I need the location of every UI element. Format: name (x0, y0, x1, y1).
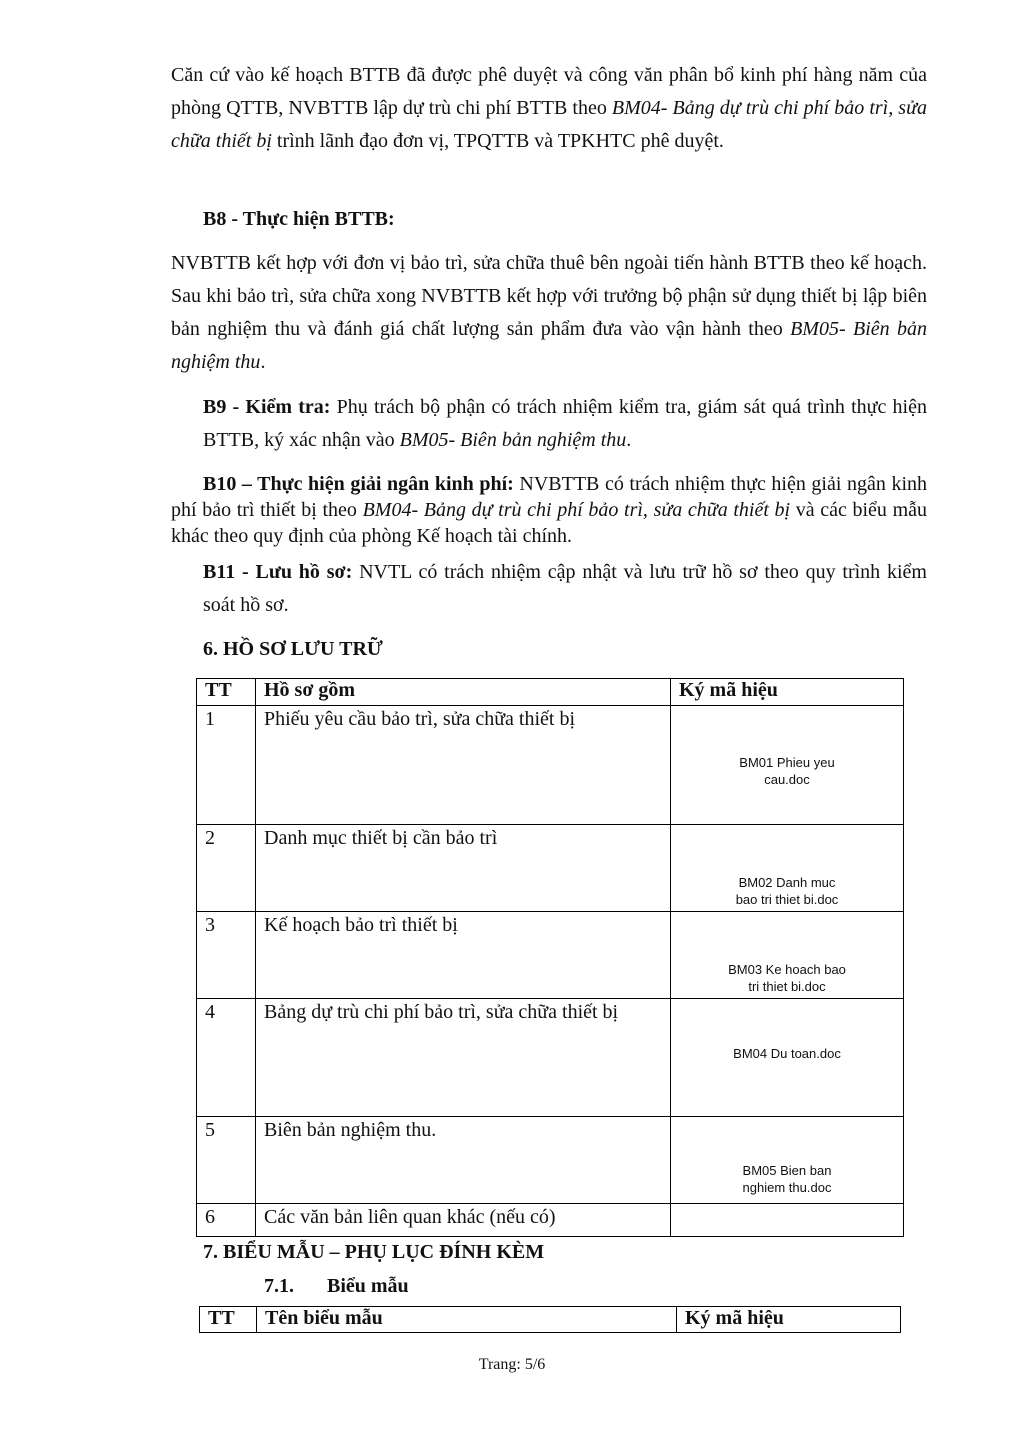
column-header-form-name: Tên biểu mẫu (257, 1307, 677, 1333)
column-header-tt: TT (200, 1307, 257, 1333)
paragraph-budget-plan (171, 59, 927, 158)
row-number: 4 (197, 999, 256, 1117)
paragraph-text: NVBTTB kết hợp với đơn vị bảo trì, sửa chữa thuê bên ngoài tiến hành BTTB theo kế hoạch. Sau khi bảo trì, sửa chữa xong NVBTTB kết hợp với trưởng bộ phận sử dụng thiết bị lập biên bản nghiệm thu và đánh giá chất lượng sản phẩm đưa vào vận hành theo (171, 252, 927, 340)
form-reference: BM05- Biên bản nghiệm thu (171, 318, 927, 373)
section-title: 7. BIỂU MẪU – PHỤ LỤC ĐÍNH KÈM (203, 1241, 545, 1263)
column-header-records: Hồ sơ gồm (256, 679, 671, 706)
attachment-name: BM05 Bien ban (742, 1163, 832, 1178)
attachment-name: cau.doc (764, 772, 810, 787)
form-reference: BM05- Biên bản nghiệm thu (399, 429, 627, 451)
record-code-cell (671, 999, 904, 1117)
table-row (197, 825, 904, 912)
record-code-cell (671, 706, 904, 825)
records-table (196, 678, 904, 1237)
paragraph-text: NVBTTB có trách nhiệm thực hiện giải ngân kinh phí bảo trì thiết bị theo (171, 473, 928, 521)
table-row (197, 706, 904, 825)
attachment-link[interactable] (679, 1045, 895, 1062)
paragraph-b11 (203, 556, 927, 622)
paragraph-text: . (260, 351, 266, 373)
table-row (197, 999, 904, 1117)
attachment-name: nghiem thu.doc (742, 1180, 832, 1195)
attachment-name: BM02 Danh muc (738, 875, 836, 890)
attachment-link[interactable] (679, 1162, 895, 1196)
table-row (197, 1204, 904, 1237)
heading-b8 (203, 203, 927, 236)
table-header-row (200, 1307, 901, 1333)
paragraph-maintenance (171, 247, 927, 379)
attachment-name: BM04 Du toan.doc (733, 1046, 841, 1061)
column-header-tt: TT (197, 679, 256, 706)
row-number: 1 (197, 706, 256, 825)
attachment-name: tri thiet bi.doc (748, 979, 826, 994)
row-number: 2 (197, 825, 256, 912)
column-header-code: Ký mã hiệu (671, 679, 904, 706)
attachment-link[interactable] (679, 874, 895, 908)
subsection-number: 7.1. (264, 1275, 294, 1297)
attachment-link[interactable] (679, 754, 895, 788)
record-code-cell (671, 1204, 904, 1237)
step-heading: B8 - Thực hiện BTTB: (203, 208, 395, 230)
paragraph-text: trình lãnh đạo đơn vị, TPQTTB và TPKHTC phê duyệt. (271, 130, 724, 152)
step-label: B9 - Kiểm tra: (203, 396, 331, 418)
attachment-name: BM03 Ke hoach bao (728, 962, 846, 977)
record-name: Danh mục thiết bị cần bảo trì (256, 825, 671, 912)
record-name: Phiếu yêu cầu bảo trì, sửa chữa thiết bị (256, 706, 671, 825)
forms-table (199, 1306, 901, 1333)
table-header-row (197, 679, 904, 706)
attachment-link[interactable] (679, 961, 895, 995)
attachment-name: BM01 Phieu yeu (739, 755, 835, 770)
paragraph-b10 (171, 471, 927, 549)
subsection-7-1-title (327, 1272, 409, 1300)
paragraph-text: Căn cứ vào kế hoạch BTTB đã được phê duyệt và công văn phân bổ kinh phí hàng năm của phòng QTTB, NVBTTB lập dự trù chi phí BTTB theo (171, 64, 927, 119)
record-code-cell (671, 1117, 904, 1204)
page-number: Trang: 5/6 (478, 1356, 546, 1373)
paragraph-text: và các biểu mẫu khác theo quy định của phòng Kế hoạch tài chính. (171, 499, 928, 547)
subsection-7-1-number (264, 1272, 294, 1300)
row-number: 5 (197, 1117, 256, 1204)
record-code-cell (671, 912, 904, 999)
record-name: Bảng dự trù chi phí bảo trì, sửa chữa thiết bị (256, 999, 671, 1117)
record-name: Các văn bản liên quan khác (nếu có) (256, 1204, 671, 1237)
section-6-title (203, 634, 383, 664)
paragraph-b9 (203, 391, 927, 457)
table-row (197, 1117, 904, 1204)
row-number: 3 (197, 912, 256, 999)
step-label: B11 - Lưu hồ sơ: (203, 561, 353, 583)
record-code-cell (671, 825, 904, 912)
record-name: Kế hoạch bảo trì thiết bị (256, 912, 671, 999)
paragraph-text: Phụ trách bộ phận có trách nhiệm kiểm tra, giám sát quá trình thực hiện BTTB, ký xác nhận vào (203, 396, 927, 451)
step-label: B10 – Thực hiện giải ngân kinh phí: (203, 473, 514, 495)
column-header-code: Ký mã hiệu (677, 1307, 901, 1333)
attachment-name: bao tri thiet bi.doc (735, 892, 839, 907)
table-row (197, 912, 904, 999)
section-title: 6. HỒ SƠ LƯU TRỮ (203, 638, 383, 660)
form-reference: BM04- Bảng dự trù chi phí bảo trì, sửa chữa thiết bị (362, 499, 791, 521)
record-name: Biên bản nghiệm thu. (256, 1117, 671, 1204)
paragraph-text: NVTL có trách nhiệm cập nhật và lưu trữ hồ sơ theo quy trình kiểm soát hồ sơ. (203, 561, 927, 616)
form-reference: BM04- Bảng dự trù chi phí bảo trì, sửa chữa thiết bị (171, 97, 927, 152)
paragraph-text: . (626, 429, 632, 451)
row-number: 6 (197, 1204, 256, 1237)
subsection-title: Biểu mẫu (327, 1275, 409, 1297)
section-7-title (203, 1238, 544, 1266)
